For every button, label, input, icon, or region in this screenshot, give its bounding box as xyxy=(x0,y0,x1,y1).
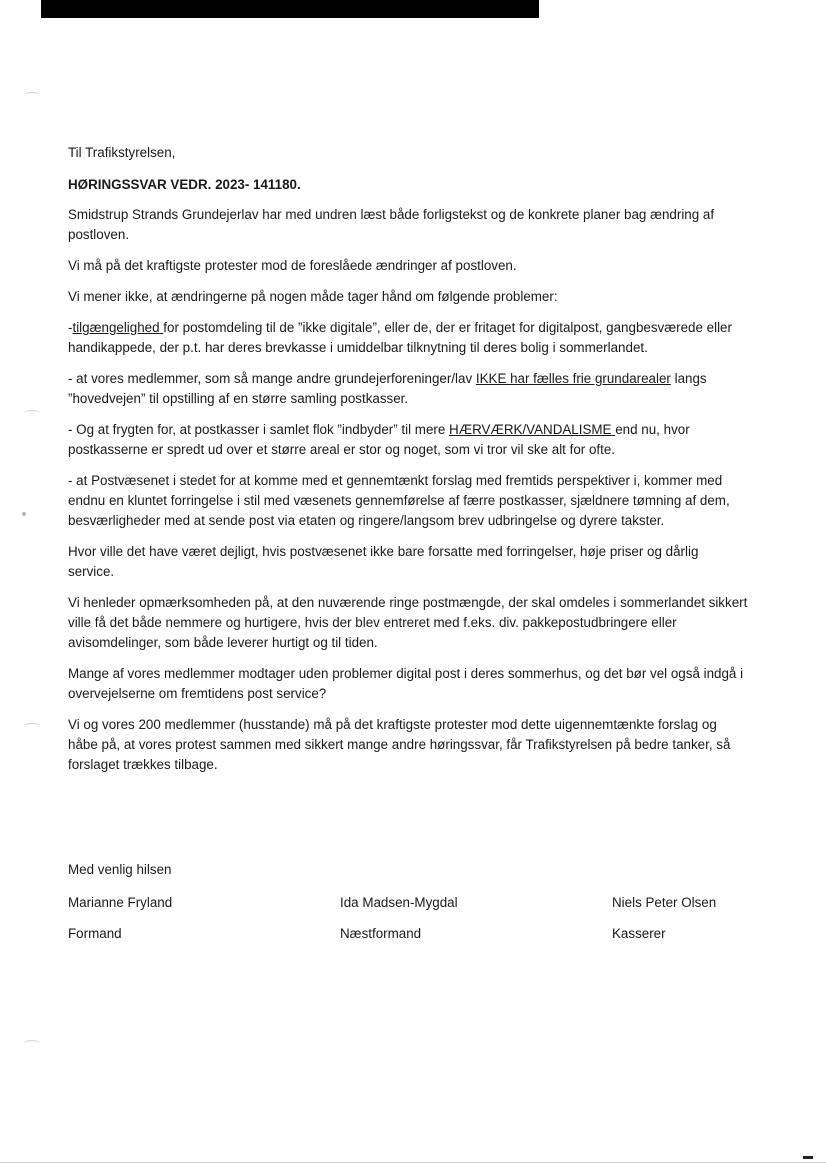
paragraph: Vi henleder opmærksomheden på, at den nuværende ringe postmængde, der skal omdeles i sommerlandet sikkert ville få det både nemmere og hurtigere, hvis der blev entreret med f.eks. div. pakkepostudbringere eller avisomdelinger, som både leverer hurtigt og til tiden. xyxy=(68,595,748,650)
underlined-text: HÆRVÆRK/VANDALISME xyxy=(449,422,616,437)
letter-body xyxy=(68,143,748,786)
scan-artifact xyxy=(803,1156,813,1159)
paragraph: Vi må på det kraftigste protester mod de foreslåede ændringer af postloven. xyxy=(68,258,517,273)
underlined-text: tilgængelighed xyxy=(72,320,164,335)
text-run: - xyxy=(68,320,73,335)
text-run: end nu, hvor postkasserne er spredt ud over et større areal er stor og noget, som vi tror vil ske alt for ofte. xyxy=(68,422,690,457)
text-run: for postomdeling til de ”ikke digitale”, eller de, der er fritaget for digitalpost, gangbesværede eller handikappede, der p.t. har deres brevkasse i umiddelbar tilknytning til deres bolig i sommerlandet. xyxy=(68,320,732,355)
scan-edge-line xyxy=(0,1162,826,1163)
scan-artifact xyxy=(22,512,26,516)
subject-line: HØRINGSSVAR VEDR. 2023- 141180. xyxy=(68,177,301,192)
scan-artifact xyxy=(24,723,40,731)
paragraph: Vi og vores 200 medlemmer (husstande) må på det kraftigste protester mod dette uigennemtænkte forslag og håbe på, at vores protest sammen med sikkert mange andre høringssvar, får Trafikstyrelsen på bedre tanker, så forslaget trækkes tilbage. xyxy=(68,717,731,772)
signatory-name: Marianne Fryland xyxy=(68,895,173,910)
paragraph xyxy=(68,420,748,460)
signatory-role: Kasserer xyxy=(612,926,666,941)
text-run: - at vores medlemmer, som så mange andre grundejerforeninger/lav xyxy=(68,371,476,386)
signatory-role: Næstformand xyxy=(340,926,422,941)
paragraph: Smidstrup Strands Grundejerlav har med undren læst både forligstekst og de konkrete planer bag ændring af postloven. xyxy=(68,207,715,242)
paragraph: - at Postvæsenet i stedet for at komme med et gennemtænkt forslag med fremtids perspektiver i, kommer med endnu en kluntet forringelse i stil med væsenets gennemførelse af færre postkasser, sjældnere tømning af dem, besværligheder med at sende post via etaten og ringere/langsom brev udbringelse og dyrere takster. xyxy=(68,473,730,528)
signature-block xyxy=(612,893,716,944)
redaction-bar xyxy=(41,0,539,18)
signatory-name: Ida Madsen-Mygdal xyxy=(340,895,458,910)
text-run: - Og at frygten for, at postkasser i samlet flok ”indbyder” til mere xyxy=(68,422,450,437)
underlined-text: IKKE har fælles frie grundarealer xyxy=(475,371,671,386)
paragraph xyxy=(68,369,748,409)
salutation: Til Trafikstyrelsen, xyxy=(68,145,176,160)
scan-artifact xyxy=(24,1040,40,1048)
scan-artifact xyxy=(24,92,40,100)
paragraph: Mange af vores medlemmer modtager uden problemer digital post i deres sommerhus, og det bør vel også indgå i overvejelserne om fremtidens post service? xyxy=(68,666,744,701)
scan-artifact xyxy=(24,410,40,418)
text-run: langs ”hovedvejen” til opstilling af en større samling postkasser. xyxy=(68,371,707,406)
signatory-role: Formand xyxy=(68,926,122,941)
paragraph: Vi mener ikke, at ændringerne på nogen måde tager hånd om følgende problemer: xyxy=(68,289,558,304)
signature-block xyxy=(340,893,458,944)
signatory-name: Niels Peter Olsen xyxy=(612,895,717,910)
closing: Med venlig hilsen xyxy=(68,862,172,877)
paragraph xyxy=(68,318,748,358)
signature-block xyxy=(68,893,172,944)
paragraph: Hvor ville det have været dejligt, hvis postvæsenet ikke bare forsatte med forringelser, høje priser og dårlig service. xyxy=(68,544,699,579)
